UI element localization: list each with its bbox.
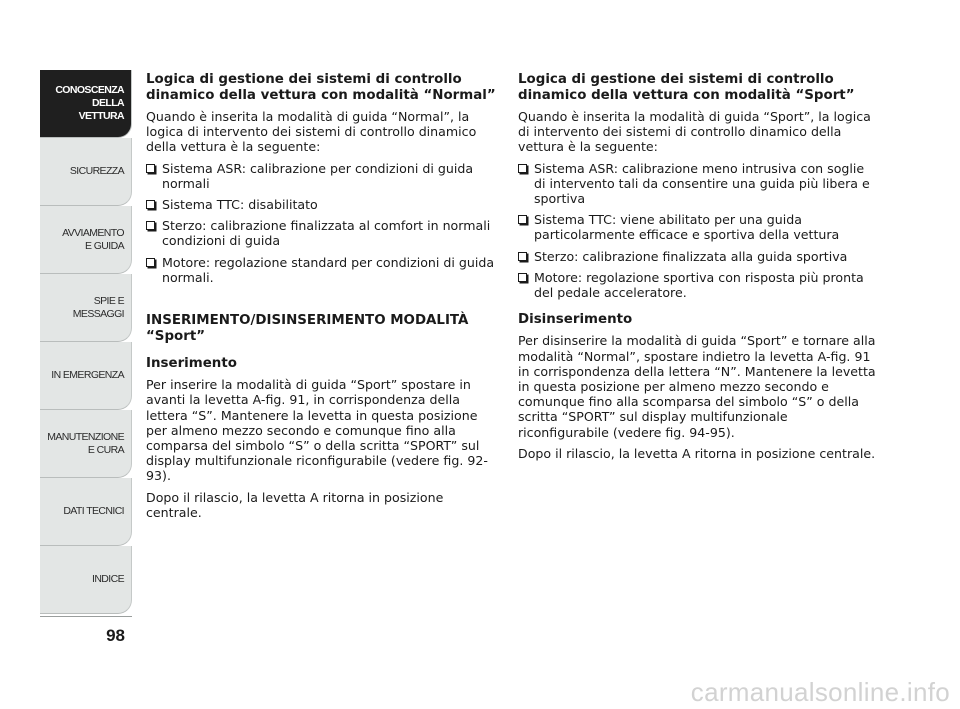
tab-indice[interactable] bbox=[40, 546, 132, 614]
sidebar-divider bbox=[40, 616, 132, 617]
list-item: Motore: regolazione sportiva con risposta più pronta del pedale acceleratore. bbox=[518, 270, 878, 300]
section-heading: INSERIMENTO/DISINSERIMENTO MODALITÀ “Sport” bbox=[146, 313, 469, 344]
right-column bbox=[518, 72, 878, 467]
inserimento-subheading: Inserimento bbox=[146, 356, 237, 372]
tab-label: SICUREZZA bbox=[69, 165, 124, 177]
inserimento-paragraph: Per inserire la modalità di guida “Sport” spostare in avanti la levetta A-fig. 91, in corrispondenza della lettera “S”. Mantenere la levetta in questa posizione per almeno mezzo secondo e comunque fino alla comparsa del simbolo “S” o della scritta “SPORT” sul display multifunzionale riconfigurabile (vedere fig. 92-93). bbox=[146, 377, 488, 484]
release-paragraph: Dopo il rilascio, la levetta A ritorna in posizione centrale. bbox=[518, 445, 876, 461]
tab-label: DATI TECNICI bbox=[63, 505, 124, 517]
checkbox-bullet-icon bbox=[146, 221, 155, 230]
checkbox-bullet-icon bbox=[146, 200, 155, 209]
page-number: 98 bbox=[106, 626, 125, 645]
checkbox-bullet-icon bbox=[518, 252, 527, 261]
tab-sicurezza[interactable] bbox=[40, 138, 132, 206]
tab-label: MANUTENZIONE E CURA bbox=[47, 430, 124, 456]
list-item: Sistema ASR: calibrazione per condizioni di guida normali bbox=[146, 161, 500, 191]
tab-label: SPIE E MESSAGGI bbox=[72, 294, 124, 320]
tab-spie-e-messaggi[interactable] bbox=[40, 274, 132, 342]
watermark: carmanualsonline.info bbox=[690, 677, 950, 707]
list-item: Sistema ASR: calibrazione meno intrusiva con soglie di intervento tali da consentire una guida più libera e sportiva bbox=[518, 161, 878, 207]
list-item: Sistema TTC: viene abilitato per una guida particolarmente efficace e sportiva della vettura bbox=[518, 212, 878, 242]
checkbox-bullet-icon bbox=[518, 215, 527, 224]
list-item: Motore: regolazione standard per condizioni di guida normali. bbox=[146, 255, 500, 285]
tab-conoscenza-della-vettura[interactable] bbox=[40, 70, 132, 138]
left-column bbox=[146, 72, 500, 526]
list-item: Sterzo: calibrazione finalizzata alla guida sportiva bbox=[518, 249, 878, 264]
list-item: Sterzo: calibrazione finalizzata al comfort in normali condizioni di guida bbox=[146, 218, 500, 248]
tab-label: INDICE bbox=[92, 573, 124, 585]
normal-mode-list bbox=[146, 161, 500, 285]
disinserimento-paragraph: Per disinserire la modalità di guida “Sport” e tornare alla modalità “Normal”, spostare indietro la levetta A-fig. 91 in corrispondenza della lettera “N”. Mantenere la levetta in questa posizione per almeno mezzo secondo e comunque fino alla scomparsa del simbolo “S” o della scritta “SPORT” sul display multifunzionale riconfigurabile (vedere fig. 94-95). bbox=[518, 333, 876, 440]
sport-mode-list bbox=[518, 161, 878, 301]
tab-dati-tecnici[interactable] bbox=[40, 478, 132, 546]
sidebar-nav bbox=[40, 70, 132, 614]
checkbox-bullet-icon bbox=[146, 164, 155, 173]
tab-label: CONOSCENZA DELLA VETTURA bbox=[55, 84, 124, 122]
disinserimento-subheading: Disinserimento bbox=[518, 312, 633, 328]
normal-mode-intro: Quando è inserita la modalità di guida “Normal”, la logica di intervento dei sistemi di controllo dinamico della vettura è la seguente: bbox=[146, 109, 477, 155]
tab-manutenzione-e-cura[interactable] bbox=[40, 410, 132, 478]
tab-in-emergenza[interactable] bbox=[40, 342, 132, 410]
tab-label: IN EMERGENZA bbox=[51, 369, 124, 381]
tab-label: AVVIAMENTO E GUIDA bbox=[62, 226, 124, 252]
release-paragraph: Dopo il rilascio, la levetta A ritorna in posizione centrale. bbox=[146, 489, 444, 520]
checkbox-bullet-icon bbox=[146, 258, 155, 267]
tab-avviamento-e-guida[interactable] bbox=[40, 206, 132, 274]
list-item: Sistema TTC: disabilitato bbox=[146, 197, 500, 212]
sport-mode-intro: Quando è inserita la modalità di guida “Sport”, la logica di intervento dei sistemi di controllo dinamico della vettura è la seguente: bbox=[518, 109, 871, 155]
sport-mode-heading: Logica di gestione dei sistemi di controllo dinamico della vettura con modalità “Sport” bbox=[518, 72, 855, 103]
normal-mode-heading: Logica di gestione dei sistemi di controllo dinamico della vettura con modalità “Normal” bbox=[146, 72, 496, 103]
checkbox-bullet-icon bbox=[518, 273, 527, 282]
checkbox-bullet-icon bbox=[518, 164, 527, 173]
